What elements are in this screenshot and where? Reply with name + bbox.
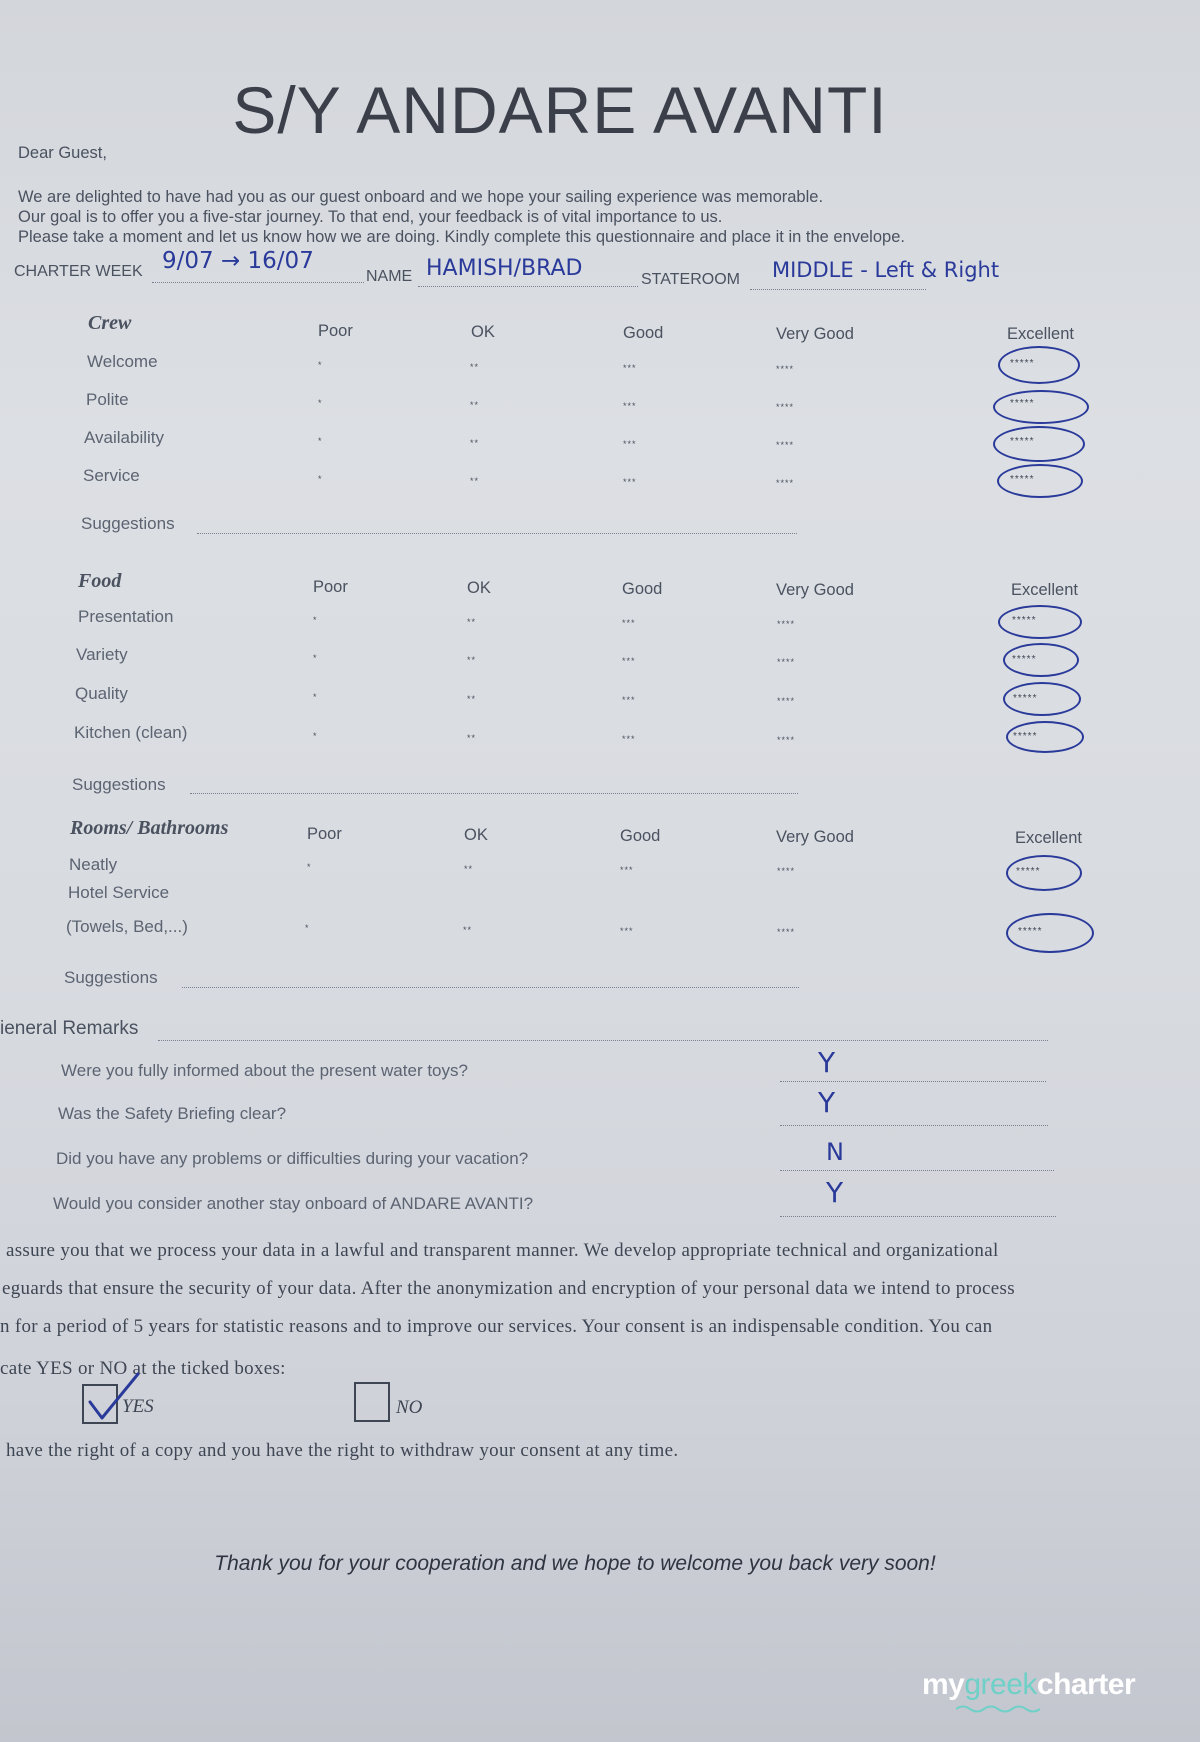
stateroom-label: STATEROOM (641, 271, 740, 288)
answer-another-stay[interactable]: Y (826, 1176, 844, 1209)
rooms-col-very-good: Very Good (776, 828, 854, 846)
greeting: Dear Guest, (18, 144, 107, 162)
crew-col-excellent: Excellent (1007, 325, 1074, 343)
food-row-quality: Quality (75, 684, 128, 703)
yes-checkbox[interactable] (82, 1384, 118, 1424)
rating-star[interactable]: ** (467, 655, 477, 665)
rating-star[interactable]: * (318, 474, 323, 484)
rooms-suggestions-line[interactable] (182, 987, 799, 988)
rooms-col-good: Good (620, 827, 661, 845)
yes-label: YES (122, 1396, 154, 1417)
rating-star[interactable]: *** (622, 618, 636, 628)
excellent-selected-circle[interactable] (998, 605, 1082, 639)
rating-star: ***** (1016, 866, 1041, 877)
rating-star[interactable]: **** (776, 364, 795, 374)
name-line (418, 286, 638, 287)
general-remarks-label: ieneral Remarks (0, 1018, 139, 1039)
crew-suggestions-line[interactable] (197, 533, 797, 534)
rating-star[interactable]: ** (470, 400, 480, 410)
logo-part-my: my (922, 1668, 965, 1701)
name-label: NAME (366, 268, 413, 285)
food-col-ok: OK (467, 579, 491, 597)
consent-line-1: assure you that we process your data in a lawful and transparent manner. We develop appropriate technical and organizational (6, 1240, 999, 1261)
food-suggestions-label: Suggestions (72, 775, 166, 794)
rating-star[interactable]: ** (470, 438, 480, 448)
rating-star: ***** (1012, 654, 1037, 665)
stateroom-value[interactable]: MIDDLE - Left & Right (772, 258, 1000, 282)
stateroom-line (750, 289, 926, 290)
rating-star[interactable]: * (305, 923, 310, 933)
excellent-selected-circle[interactable] (993, 390, 1089, 424)
crew-col-ok: OK (471, 323, 495, 341)
no-label: NO (396, 1397, 423, 1418)
food-suggestions-line[interactable] (190, 793, 798, 794)
rating-star[interactable]: *** (623, 477, 637, 487)
rating-star[interactable]: * (313, 653, 318, 663)
rating-star[interactable]: *** (620, 926, 634, 936)
intro-line-2: Our goal is to offer you a five-star journey. To that end, your feedback is of vital importance to us. (18, 208, 723, 226)
food-col-good: Good (622, 580, 663, 598)
rating-star[interactable]: *** (622, 734, 636, 744)
consent-line-2: eguards that ensure the security of your data. After the anonymization and encryption of your personal data we intend to process (2, 1278, 1015, 1299)
answer-line (780, 1081, 1046, 1082)
food-row-presentation: Presentation (78, 607, 174, 626)
question-another-stay: Would you consider another stay onboard of ANDARE AVANTI? (53, 1194, 534, 1213)
question-water-toys: Were you fully informed about the present water toys? (61, 1061, 468, 1080)
rating-star: ***** (1010, 358, 1035, 369)
rooms-col-ok: OK (464, 826, 488, 844)
rating-star[interactable]: * (313, 692, 318, 702)
charter-week-value[interactable]: 9/07 → 16/07 (162, 248, 314, 274)
food-section-title: Food (78, 570, 122, 592)
wave-underline-icon (956, 1704, 1046, 1714)
rating-star[interactable]: **** (776, 402, 795, 412)
rating-star: ***** (1010, 436, 1035, 447)
answer-line (780, 1216, 1056, 1217)
crew-col-very-good: Very Good (776, 325, 854, 343)
rating-star[interactable]: ** (470, 476, 480, 486)
rating-star[interactable]: **** (776, 478, 795, 488)
answer-water-toys[interactable]: Y (818, 1046, 836, 1079)
rating-star[interactable]: **** (777, 619, 796, 629)
food-col-excellent: Excellent (1011, 581, 1078, 599)
crew-section-title: Crew (88, 312, 132, 334)
rating-star[interactable]: * (318, 360, 323, 370)
intro-line-1: We are delighted to have had you as our guest onboard and we hope your sailing experience was memorable. (18, 188, 824, 206)
crew-row-availability: Availability (84, 428, 165, 447)
food-col-poor: Poor (313, 578, 348, 596)
food-col-very-good: Very Good (776, 581, 854, 599)
rooms-row-neatly: Neatly (69, 855, 118, 874)
intro-line-3: Please take a moment and let us know how we are doing. Kindly complete this questionnaire and place it in the envelope. (18, 228, 905, 246)
no-checkbox[interactable] (354, 1382, 390, 1422)
rooms-suggestions-label: Suggestions (64, 968, 158, 987)
crew-row-polite: Polite (86, 390, 129, 409)
answer-line (780, 1170, 1054, 1171)
excellent-selected-circle[interactable] (993, 426, 1085, 462)
rating-star[interactable]: *** (623, 439, 637, 449)
rooms-col-excellent: Excellent (1015, 829, 1082, 847)
rating-star[interactable]: **** (777, 735, 796, 745)
crew-row-welcome: Welcome (87, 352, 158, 371)
rating-star[interactable]: * (313, 731, 318, 741)
rating-star[interactable]: ** (467, 733, 477, 743)
rating-star[interactable]: ** (470, 362, 480, 372)
rating-star[interactable]: **** (777, 866, 796, 876)
rating-star[interactable]: **** (777, 657, 796, 667)
rating-star[interactable]: **** (777, 696, 796, 706)
answer-line (780, 1125, 1048, 1126)
rating-star[interactable]: * (318, 436, 323, 446)
rating-star: ***** (1010, 474, 1035, 485)
rating-star[interactable]: *** (623, 363, 637, 373)
rating-star[interactable]: ** (467, 694, 477, 704)
rooms-col-poor: Poor (307, 825, 342, 843)
rating-star: ***** (1010, 398, 1035, 409)
food-row-variety: Variety (76, 645, 128, 664)
rating-star[interactable]: **** (777, 927, 796, 937)
food-row-kitchen: Kitchen (clean) (74, 723, 188, 742)
mygreekcharter-logo (922, 1668, 1135, 1702)
rights-line: have the right of a copy and you have the right to withdraw your consent at any time. (6, 1440, 679, 1461)
rating-star[interactable]: * (307, 862, 312, 872)
rooms-row-hotel-service: Hotel Service (68, 883, 170, 902)
logo-part-greek: greek (964, 1668, 1037, 1701)
rating-star: ***** (1018, 926, 1043, 937)
rating-star[interactable]: *** (623, 401, 637, 411)
rating-star: ***** (1012, 615, 1037, 626)
closing-message: Thank you for your cooperation and we hope to welcome you back very soon! (214, 1552, 936, 1575)
rating-star[interactable]: ** (463, 925, 473, 935)
logo-part-charter: charter (1036, 1668, 1136, 1701)
crew-col-good: Good (623, 324, 664, 342)
rating-star: ***** (1013, 731, 1038, 742)
rating-star[interactable]: *** (622, 656, 636, 666)
rating-star[interactable]: * (313, 615, 318, 625)
crew-row-service: Service (83, 466, 140, 485)
form-title: S/Y ANDARE AVANTI (232, 73, 888, 147)
rating-star: ***** (1013, 693, 1038, 704)
crew-suggestions-label: Suggestions (81, 514, 175, 533)
rating-star[interactable]: ** (464, 864, 474, 874)
charter-week-label: CHARTER WEEK (14, 263, 143, 280)
rating-star[interactable]: *** (620, 865, 634, 875)
rating-star[interactable]: **** (776, 440, 795, 450)
consent-line-3: n for a period of 5 years for statistic reasons and to improve our services. Your consent is an indispensable condition. You can (0, 1316, 993, 1337)
question-safety-briefing: Was the Safety Briefing clear? (58, 1104, 287, 1123)
consent-line-4: cate YES or NO at the ticked boxes: (0, 1358, 286, 1379)
rating-star[interactable]: *** (622, 695, 636, 705)
charter-week-line (152, 282, 364, 283)
question-problems: Did you have any problems or difficulties during your vacation? (56, 1149, 529, 1168)
crew-col-poor: Poor (318, 322, 353, 340)
answer-safety-briefing[interactable]: Y (818, 1086, 836, 1119)
rooms-row-towels: (Towels, Bed,...) (66, 917, 188, 936)
rating-star[interactable]: * (318, 398, 323, 408)
name-value[interactable]: HAMISH/BRAD (426, 256, 583, 281)
general-remarks-line[interactable] (158, 1040, 1048, 1041)
answer-problems[interactable]: N (826, 1138, 844, 1166)
rooms-section-title: Rooms/ Bathrooms (70, 817, 229, 839)
rating-star[interactable]: ** (467, 617, 477, 627)
